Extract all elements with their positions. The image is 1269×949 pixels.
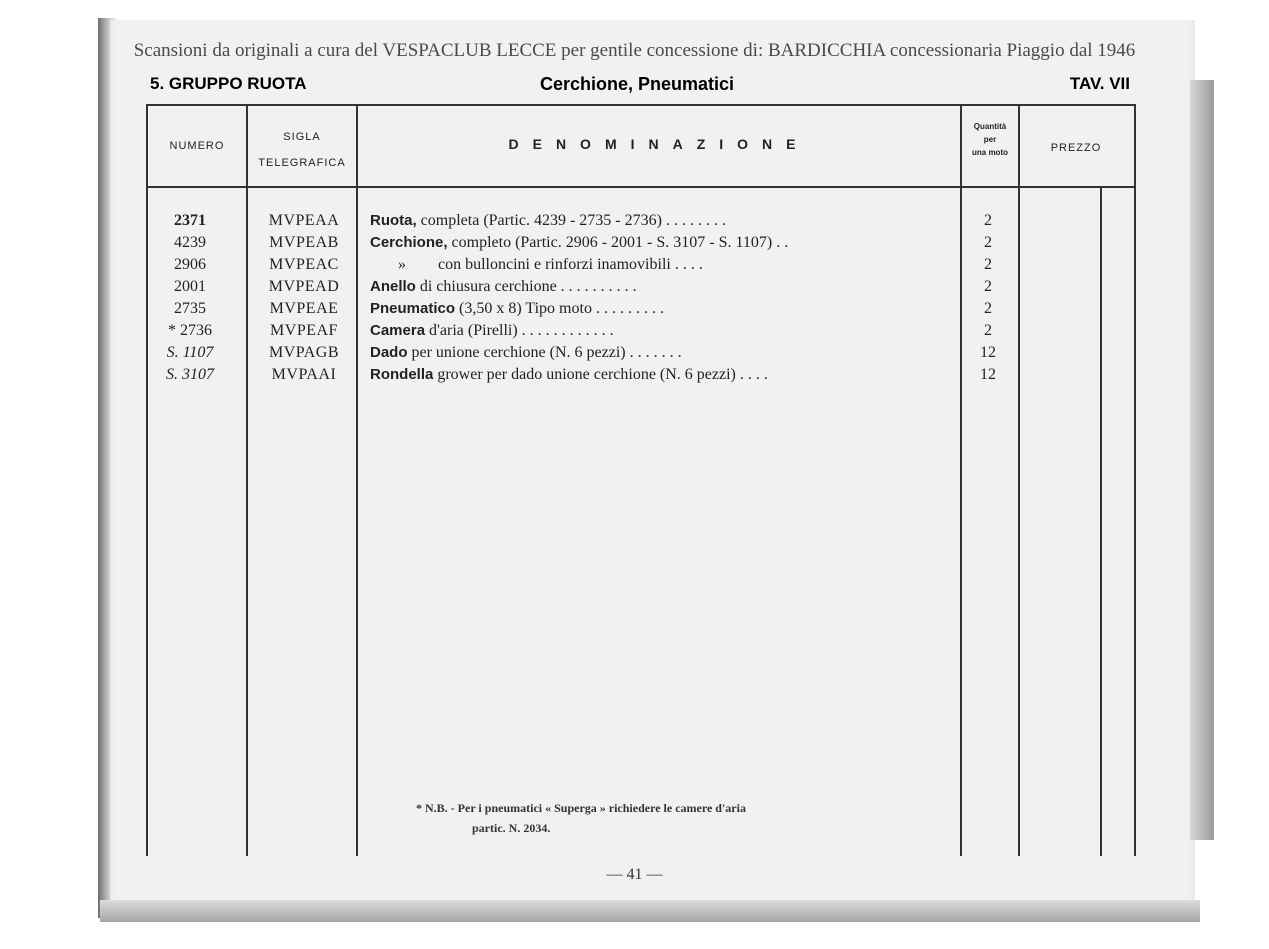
page-title: Cerchione, Pneumatici	[540, 74, 735, 94]
part-number: 2735	[174, 300, 206, 317]
telegraph-code: MVPEAB	[269, 234, 339, 251]
part-detail: completa (Partic. 4239 - 2735 - 2736) . . . . . . . .	[416, 212, 726, 229]
part-description	[370, 256, 946, 274]
scan-credit-watermark: Scansioni da originali a cura del VESPACLUB LECCE per gentile concessione di: BARDICCHIA concessionaria Piaggio dal 1946	[133, 40, 1136, 61]
telegraph-code: MVPAAI	[271, 366, 337, 383]
table-body	[146, 212, 1132, 388]
page-header	[150, 74, 1130, 100]
part-name: Anello	[370, 278, 416, 295]
footnote-line2: partic. N. 2034.	[472, 821, 551, 835]
quantity: 2	[984, 322, 992, 339]
part-description	[370, 300, 946, 318]
page-edge-bottom	[100, 900, 1200, 922]
part-detail: (3,50 x 8) Tipo moto . . . . . . . . .	[455, 300, 664, 317]
telegraph-code: MVPEAE	[269, 300, 339, 317]
part-description	[370, 278, 946, 296]
table-row	[146, 234, 1132, 256]
part-detail: grower per dado unione cerchione (N. 6 pezzi) . . . .	[433, 366, 768, 383]
quantity: 2	[984, 256, 992, 273]
part-detail: d'aria (Pirelli) . . . . . . . . . . . .	[425, 322, 614, 339]
col-header-quantita	[962, 120, 1018, 159]
quantity: 12	[980, 344, 996, 361]
quantity: 2	[984, 278, 992, 295]
col-header-denominazione: DENOMINAZIONE	[508, 136, 810, 152]
part-name: Cerchione,	[370, 234, 448, 251]
part-number: S. 3107	[166, 366, 214, 383]
quantity: 2	[984, 212, 992, 229]
col-header-qta-line2: per	[983, 135, 997, 144]
part-detail: » con bulloncini e rinforzi inamovibili . . . .	[370, 256, 703, 273]
col-header-sigla	[248, 124, 356, 176]
table-row	[146, 212, 1132, 234]
part-name: Rondella	[370, 366, 434, 383]
part-description	[370, 366, 946, 384]
part-description	[370, 212, 946, 230]
part-detail: di chiusura cerchione . . . . . . . . . .	[415, 278, 637, 295]
part-number: 2906	[174, 256, 206, 273]
part-description	[370, 234, 946, 252]
col-header-sigla-line2: TELEGRAFICA	[258, 157, 346, 169]
telegraph-code: MVPEAA	[268, 212, 340, 229]
table-row	[146, 366, 1132, 388]
telegraph-code: MVPEAF	[270, 322, 338, 339]
telegraph-code: MVPEAC	[269, 256, 339, 273]
table-number: TAV. VII	[1069, 74, 1130, 93]
col-header-sigla-line1: SIGLA	[283, 131, 321, 143]
group-title: 5. GRUPPO RUOTA	[150, 74, 307, 93]
part-description	[370, 322, 946, 340]
footnote	[416, 798, 746, 838]
table-row	[146, 256, 1132, 278]
table-row	[146, 344, 1132, 366]
quantity: 2	[984, 234, 992, 251]
telegraph-code: MVPAGB	[269, 344, 339, 361]
table-row	[146, 300, 1132, 322]
col-header-qta-line3: una moto	[972, 148, 1008, 157]
part-number: S. 1107	[166, 344, 214, 361]
part-name: Ruota,	[370, 212, 417, 229]
page-edge-right	[1190, 80, 1214, 840]
table-row	[146, 278, 1132, 300]
col-header-prezzo: PREZZO	[1050, 142, 1102, 154]
footnote-line1: * N.B. - Per i pneumatici « Superga » richiedere le camere d'aria	[416, 801, 746, 815]
part-number: 4239	[174, 234, 206, 251]
col-header-numero: NUMERO	[169, 140, 225, 152]
part-detail: completo (Partic. 2906 - 2001 - S. 3107 - S. 1107) . .	[447, 234, 789, 251]
part-name: Camera	[370, 322, 426, 339]
part-detail: per unione cerchione (N. 6 pezzi) . . . . . . .	[407, 344, 682, 361]
part-name: Pneumatico	[370, 300, 456, 317]
telegraph-code: MVPEAD	[268, 278, 340, 295]
col-header-qta-line1: Quantità	[973, 122, 1007, 131]
part-number: * 2736	[168, 322, 212, 339]
table-row	[146, 322, 1132, 344]
header-divider	[148, 186, 1134, 188]
part-number: 2001	[174, 278, 206, 295]
quantity: 12	[980, 366, 996, 383]
part-description	[370, 344, 946, 362]
page-number: — 41 —	[606, 866, 663, 883]
part-name: Dado	[370, 344, 408, 361]
quantity: 2	[984, 300, 992, 317]
part-number: 2371	[174, 212, 206, 229]
